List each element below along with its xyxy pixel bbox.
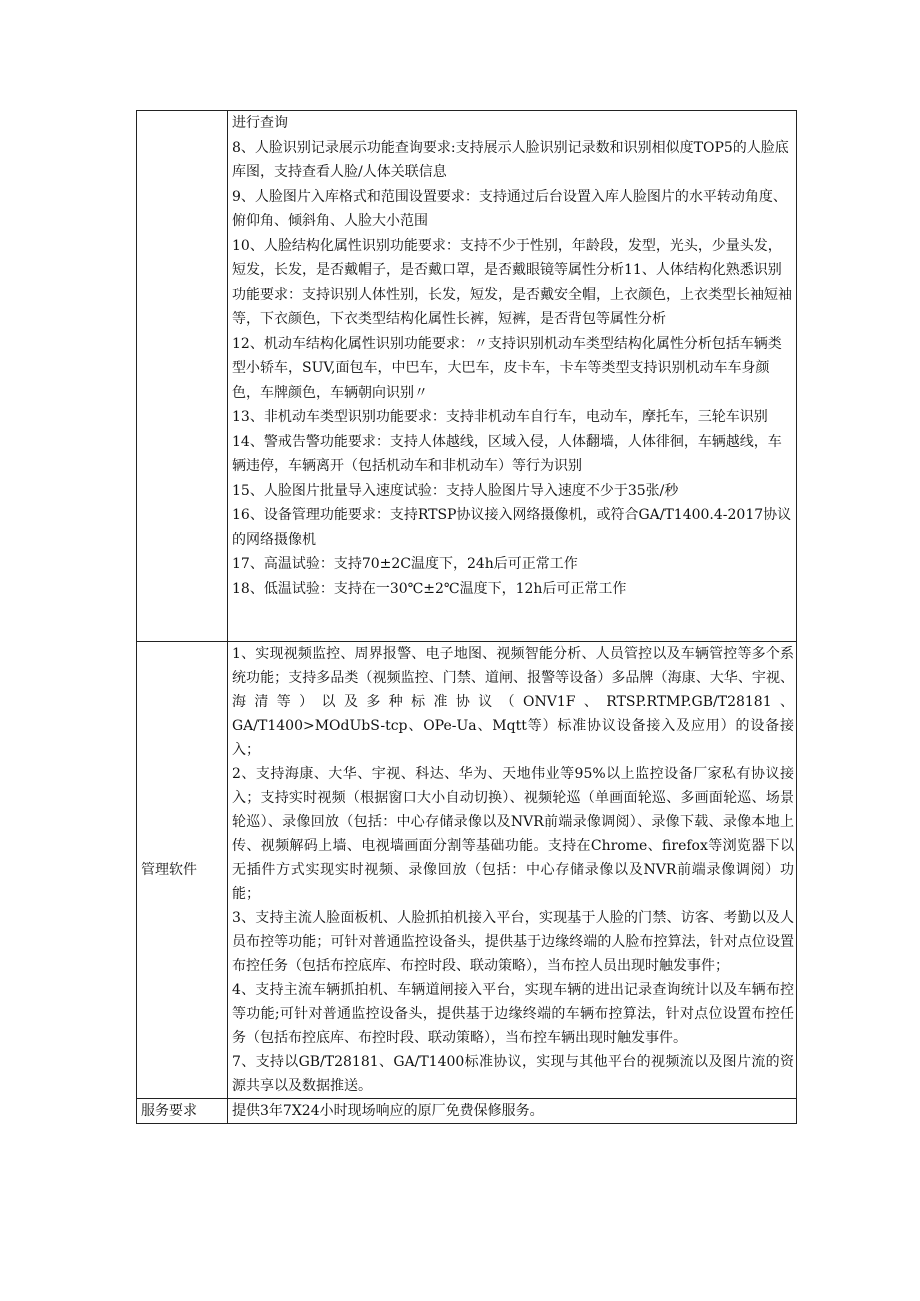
row-label: 管理软件 — [137, 642, 228, 1099]
list-item: 8、人脸识别记录展示功能查询要求:支持展示人脸识别记录数和识别相似度TOP5的人脸底库图，支持查看人脸/人体关联信息 — [232, 139, 789, 180]
list-item: 17、高温试验：支持70±2C温度下，24h后可正常工作 — [232, 556, 578, 572]
table-row — [137, 111, 797, 642]
content-clip — [232, 111, 794, 641]
list-item: 进行查询 — [232, 115, 288, 131]
row-label — [137, 111, 228, 642]
list-item: 12、机动车结构化属性识别功能要求：〃支持识别机动车类型结构化属性分析包括车辆类型小轿车，SUV,面包车，中巴车，大巴车，皮卡车，卡车等类型支持识别机动车车身颜色，车牌颜色，车辆朝向识别〃 — [232, 335, 782, 401]
row-content: 提供3年7X24小时现场响应的原厂免费保修服务。 — [228, 1099, 797, 1124]
list-item: 1、实现视频监控、周界报警、电子地图、视频智能分析、人员管控以及车辆管控等多个系统功能；支持多品类（视频监控、门禁、道闸、报警等设备）多品牌（海康、大华、宇视、海清等）以及多种标准协议（ONV1F、RTSP.RTMP.GB/T28181、GA/T1400>MOdUbS-tcp、OPe-Ua、Mqtt等）标准协议设备接入及应用）的设备接入； — [232, 646, 794, 758]
row-label: 服务要求 — [137, 1099, 228, 1124]
list-item: 3、支持主流人脸面板机、人脸抓拍机接入平台，实现基于人脸的门禁、访客、考勤以及人员布控等功能；可针对普通监控设备头，提供基于边缘终端的人脸布控算法，针对点位设置布控任务（包括布控底库、布控时段、联动策略），当布控人员出现时触发事件； — [232, 910, 794, 974]
list-item: 14、警戒告警功能要求：支持人体越线，区域入侵，人体翻墙，人体徘徊，车辆越线，车辆违停，车辆离开（包括机动车和非机动车）等行为识别 — [232, 433, 782, 474]
list-item: 10、人脸结构化属性识别功能要求：支持不少于性别，年龄段，发型，光头，少量头发，短发，长发，是否戴帽子，是否戴口罩，是否戴眼镜等属性分析11、人体结构化熟悉识别功能要求：支持识别人体性别，长发，短发，是否戴安全帽，上衣颜色，上衣类型长袖短袖等，下衣颜色，下衣类型结构化属性长裤，短裤，是否背包等属性分析 — [232, 237, 792, 327]
list-item: 2、支持海康、大华、宇视、科达、华为、天地伟业等95%以上监控设备厂家私有协议接入；支持实时视频（根据窗口大小自动切换）、视频轮巡（单画面轮巡、多画面轮巡、场景轮巡）、录像回放（包括：中心存储录像以及NVR前端录像调阅）、录像下载、录像本地上传、视频解码上墙、电视墙画面分割等基础功能。支持在Chrome、firefox等浏览器下以无插件方式实现实时视频、录像回放（包括：中心存储录像以及NVR前端录像调阅）功能； — [232, 766, 794, 902]
list-item: 9、人脸图片入库格式和范围设置要求：支持通过后台设置入库人脸图片的水平转动角度、俯仰角、倾斜角、人脸大小范围 — [232, 188, 787, 229]
table-row — [137, 1099, 797, 1124]
list-item: 15、人脸图片批量导入速度试验：支持人脸图片导入速度不少于35张/秒 — [232, 482, 679, 499]
list-item: 13、非机动车类型识别功能要求：支持非机动车自行车，电动车，摩托车，三轮车识别 — [232, 409, 768, 425]
list-item: 4、支持主流车辆抓拍机、车辆道闸接入平台，实现车辆的进出记录查询统计以及车辆布控等功能;可针对普通监控设备头，提供基于边缘终端的车辆布控算法，针对点位设置布控任务（包括布控底库、布控时段、联动策略），当布控车辆出现时触发事件。 — [232, 982, 794, 1046]
row-content — [228, 111, 797, 642]
list-item: 16、设备管理功能要求：支持RTSP协议接入网络摄像机，或符合GA/T1400.4-2017协议的网络摄像机 — [232, 507, 792, 548]
row-content — [228, 642, 797, 1099]
list-item: 18、低温试验：支持在一30℃±2℃温度下，12h后可正常工作 — [232, 580, 627, 597]
list-item: 7、支持以GB/T28181、GA/T1400标准协议，实现与其他平台的视频流以及图片流的资源共享以及数据推送。 — [232, 1054, 794, 1094]
spec-table — [136, 110, 797, 1124]
table-row — [137, 642, 797, 1099]
